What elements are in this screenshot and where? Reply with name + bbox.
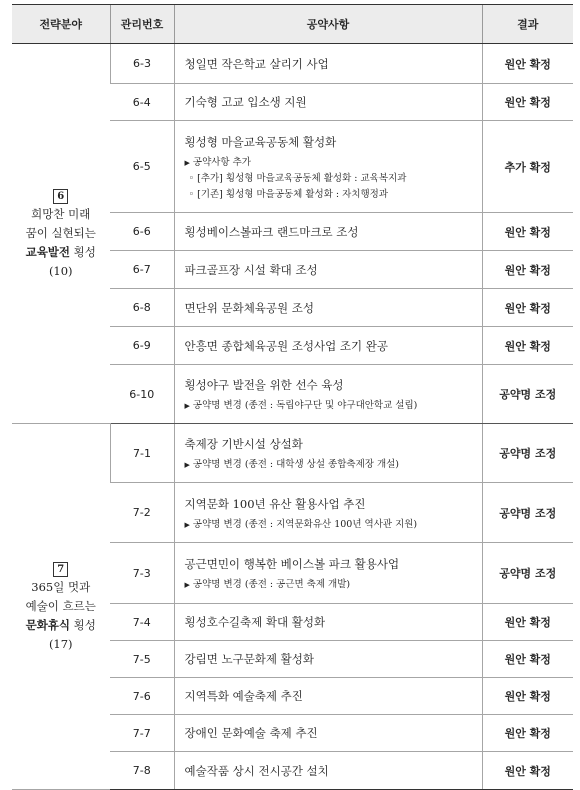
row-id: 7-1 bbox=[110, 424, 174, 483]
triangle-bullet-icon: ▶ bbox=[184, 158, 190, 167]
row-result: 원안 확정 bbox=[482, 752, 573, 790]
row-result: 공약명 조정 bbox=[482, 483, 573, 543]
row-note: ▶ 공약사항 추가 bbox=[184, 156, 251, 168]
row-title: 횡성호수길축제 확대 활성화 bbox=[184, 615, 326, 629]
row-id: 6-3 bbox=[110, 44, 174, 84]
row-id: 7-6 bbox=[110, 678, 174, 715]
table-row bbox=[12, 44, 573, 84]
header-row bbox=[12, 5, 573, 44]
row-title: 안흥면 종합체육공원 조성사업 조기 완공 bbox=[184, 338, 388, 353]
row-title: 횡성베이스볼파크 랜드마크로 조성 bbox=[184, 224, 359, 239]
row-result: 원안 확정 bbox=[482, 289, 573, 327]
header-result: 결과 bbox=[482, 5, 573, 44]
header-pledge: 공약사항 bbox=[174, 5, 482, 44]
row-title: 지역특화 예술축제 추진 bbox=[184, 689, 303, 703]
strategy-cell-7 bbox=[12, 424, 110, 790]
row-id: 7-5 bbox=[110, 641, 174, 678]
triangle-bullet-icon: ▶ bbox=[184, 581, 190, 589]
row-title: 횡성야구 발전을 위한 선수 육성 bbox=[184, 378, 344, 392]
strategy-number-6: 6 bbox=[53, 189, 68, 204]
row-title: 축제장 기반시설 상설화 bbox=[184, 437, 303, 451]
row-result: 공약명 조정 bbox=[482, 365, 573, 424]
row-note: ▶ 공약명 변경 (종전 : 지역문화유산 100년 역사관 지원) bbox=[184, 518, 418, 530]
row-id: 7-2 bbox=[110, 483, 174, 543]
strategy-line1: 365일 멋과 bbox=[31, 580, 91, 594]
row-result: 원안 확정 bbox=[482, 44, 573, 84]
row-result: 공약명 조정 bbox=[482, 543, 573, 604]
row-id: 6-4 bbox=[110, 84, 174, 121]
strategy-suffix: 횡성 bbox=[70, 618, 96, 632]
strategy-line2: 꿈이 실현되는 bbox=[25, 226, 96, 240]
row-result: 원안 확정 bbox=[482, 715, 573, 752]
table-row bbox=[12, 424, 573, 483]
row-result: 원안 확정 bbox=[482, 641, 573, 678]
row-id: 6-9 bbox=[110, 327, 174, 365]
row-id: 7-3 bbox=[110, 543, 174, 604]
strategy-line1: 희망찬 미래 bbox=[31, 207, 91, 221]
row-result: 원안 확정 bbox=[482, 251, 573, 289]
row-subnote-added: ◦ [추가] 횡성형 마을교육공동체 활성화 : 교육복지과 bbox=[188, 172, 407, 184]
row-title: 파크골프장 시설 확대 조성 bbox=[184, 262, 318, 277]
row-title: 청일면 작은학교 살리기 사업 bbox=[184, 56, 329, 71]
strategy-line2: 예술이 흐르는 bbox=[25, 599, 96, 613]
row-note: ▶ 공약명 변경 (종전 : 공근면 축제 개발) bbox=[184, 579, 351, 590]
row-title: 기숙형 고교 입소생 지원 bbox=[184, 95, 307, 109]
header-id: 관리번호 bbox=[110, 5, 174, 44]
row-title: 면단위 문화체육공원 조성 bbox=[184, 300, 315, 315]
strategy-cell-6 bbox=[12, 44, 110, 424]
triangle-bullet-icon: ▶ bbox=[184, 402, 190, 410]
header-strategy: 전략분야 bbox=[12, 5, 110, 44]
strategy-count: (17) bbox=[48, 637, 73, 651]
row-result: 원안 확정 bbox=[482, 84, 573, 121]
row-result: 원안 확정 bbox=[482, 327, 573, 365]
row-id: 7-8 bbox=[110, 752, 174, 790]
row-title: 예술작품 상시 전시공간 설치 bbox=[184, 763, 329, 778]
strategy-suffix: 횡성 bbox=[70, 245, 96, 259]
row-title: 횡성형 마을교육공동체 활성화 bbox=[184, 134, 337, 149]
row-id: 6-5 bbox=[110, 121, 174, 213]
row-title: 공근면민이 행복한 베이스볼 파크 활용사업 bbox=[184, 557, 400, 571]
row-id: 6-10 bbox=[110, 365, 174, 424]
strategy-bold: 문화휴식 bbox=[25, 618, 71, 632]
strategy-count: (10) bbox=[48, 264, 73, 278]
row-result: 원안 확정 bbox=[482, 604, 573, 641]
row-id: 6-8 bbox=[110, 289, 174, 327]
row-id: 6-6 bbox=[110, 213, 174, 251]
row-result: 공약명 조정 bbox=[482, 424, 573, 483]
triangle-bullet-icon: ▶ bbox=[184, 520, 190, 529]
row-title: 장애인 문화예술 축제 추진 bbox=[184, 726, 318, 740]
row-note: ▶ 공약명 변경 (종전 : 대학생 상설 종합축제장 개설) bbox=[184, 459, 400, 470]
row-subnote-existing: ◦ [기존] 횡성형 마을공동체 활성화 : 자치행정과 bbox=[188, 188, 389, 200]
triangle-bullet-icon: ▶ bbox=[184, 461, 190, 469]
row-note: ▶ 공약명 변경 (종전 : 독립야구단 및 야구대안학교 설립) bbox=[184, 400, 418, 411]
row-result: 원안 확정 bbox=[482, 213, 573, 251]
row-id: 7-7 bbox=[110, 715, 174, 752]
row-title: 지역문화 100년 유산 활용사업 추진 bbox=[184, 496, 366, 511]
row-result: 추가 확정 bbox=[482, 121, 573, 213]
row-result: 원안 확정 bbox=[482, 678, 573, 715]
strategy-number-7: 7 bbox=[53, 562, 68, 577]
row-id: 7-4 bbox=[110, 604, 174, 641]
strategy-bold: 교육발전 bbox=[25, 245, 71, 259]
pledge-table bbox=[12, 4, 573, 790]
row-title: 강림면 노구문화제 활성화 bbox=[184, 652, 315, 666]
row-id: 6-7 bbox=[110, 251, 174, 289]
